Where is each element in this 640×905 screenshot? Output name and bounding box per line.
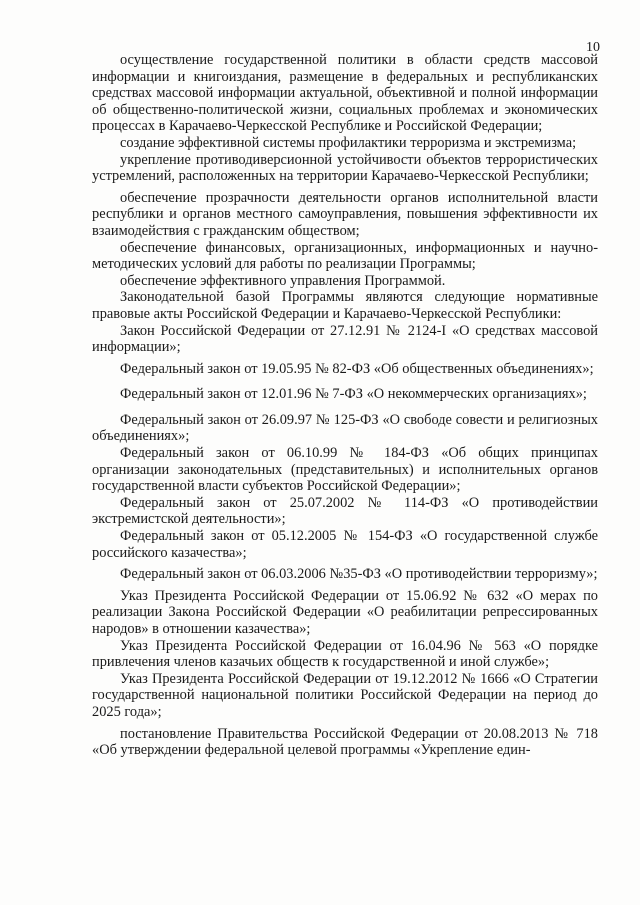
paragraph: обеспечение прозрачности деятельности органов исполнительной власти республики и органов местного самоуправления, повышения эффективности их взаимодействия с гражданским обществом; — [92, 189, 598, 239]
paragraph: Закон Российской Федерации от 27.12.91 № 2124-I «О средствах массовой информации»; — [92, 322, 598, 356]
document-body — [92, 52, 598, 759]
paragraph: Указ Президента Российской Федерации от 16.04.96 № 563 «О порядке привлечения членов казачьих обществ к государственной и иной службе»; — [92, 637, 598, 671]
paragraph: постановление Правительства Российской Федерации от 20.08.2013 № 718 «Об утверждении федеральной целевой программы «Укрепление един- — [92, 725, 598, 759]
paragraph: Федеральный закон от 06.03.2006 №35-ФЗ «О противодействии терроризму»; — [120, 566, 598, 583]
paragraph: Федеральный закон от 25.07.2002 № 114-ФЗ «О противодействии экстремистской деятельности»; — [92, 494, 598, 528]
paragraph: Указ Президента Российской Федерации от 15.06.92 № 632 «О мерах по реализации Закона Российской Федерации «О реабилитации репрессированных народов» в отношении казачества»; — [92, 587, 598, 637]
paragraph: укрепление противодиверсионной устойчивости объектов террористических устремлений, расположенных на территории Карачаево-Черкесской Республики; — [92, 151, 598, 185]
page-number: 10 — [586, 40, 600, 55]
paragraph: Законодательной базой Программы являются следующие нормативные правовые акты Российской Федерации и Карачаево-Черкесской Республики: — [92, 289, 598, 322]
paragraph: осуществление государственной политики в области средств массовой информации и книгоиздания, размещение в федеральных и республиканских средствах массовой информации актуальной, объективной и полной информации об общественно-политической жизни, социальных проблемах и экономических процессах в Карачаево-Черкесской Республике и Российской Федерации; — [92, 52, 598, 135]
paragraph: Федеральный закон от 19.05.95 № 82-ФЗ «Об общественных объединениях»; — [120, 360, 594, 377]
paragraph: обеспечение эффективного управления Программой. — [120, 272, 446, 289]
paragraph: Федеральный закон от 26.09.97 № 125-ФЗ «О свободе совести и религиозных объединениях»; — [92, 411, 598, 445]
paragraph: Федеральный закон от 12.01.96 № 7-ФЗ «О некоммерческих организациях»; — [120, 386, 587, 403]
paragraph: создание эффективной системы профилактики терроризма и экстремизма; — [120, 134, 577, 151]
paragraph: Федеральный закон от 06.10.99 № 184-ФЗ «Об общих принципах организации законодательных (представительных) и исполнительных органов государственной власти субъектов Российской Федерации»; — [92, 445, 598, 495]
paragraph: обеспечение финансовых, организационных, информационных и научно-методических условий для работы по реализации Программы; — [92, 239, 598, 273]
paragraph: Указ Президента Российской Федерации от 19.12.2012 № 1666 «О Стратегии государственной национальной политики Российской Федерации на период до 2025 года»; — [92, 670, 598, 720]
paragraph: Федеральный закон от 05.12.2005 № 154-ФЗ «О государственной службе российского казачества»; — [92, 528, 598, 561]
